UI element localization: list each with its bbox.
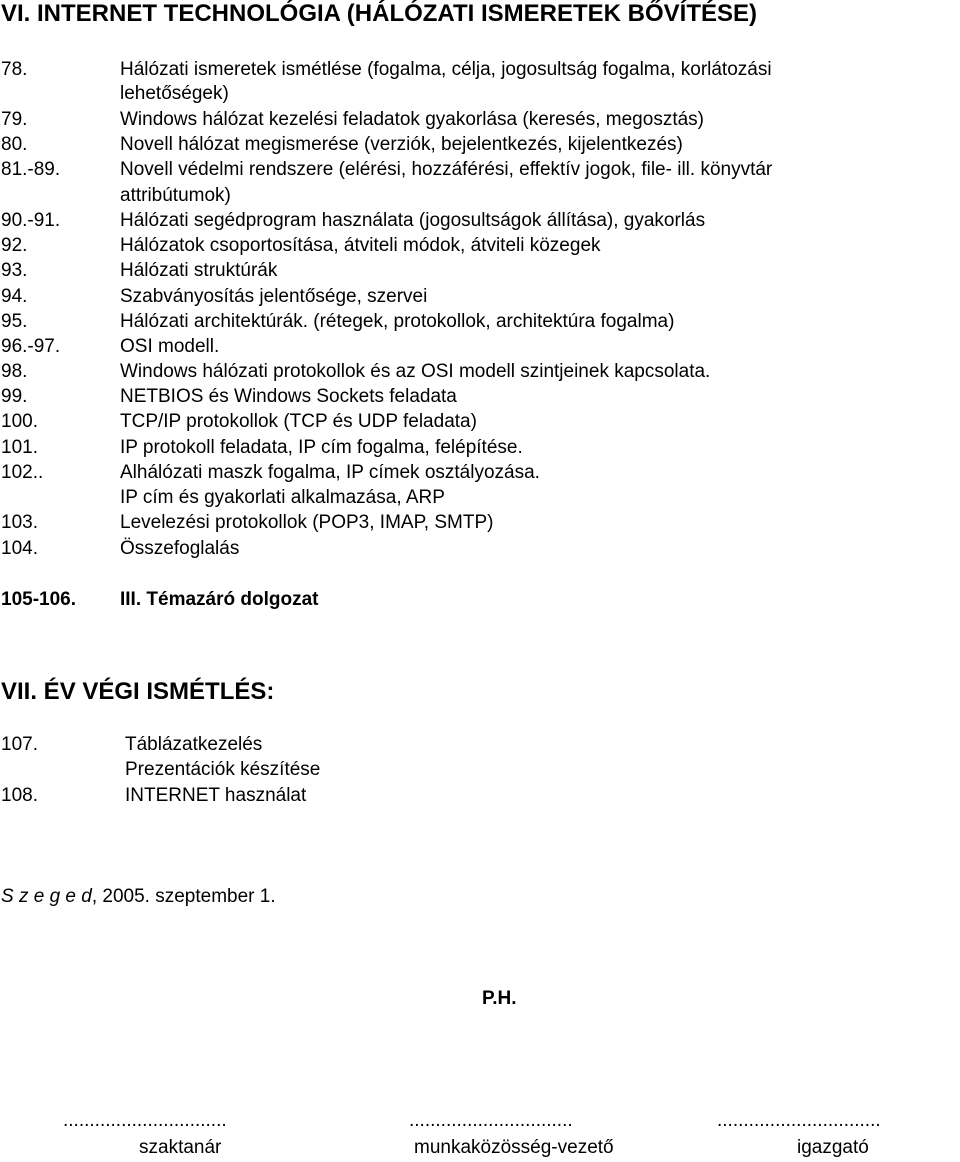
signature-role-principal: igazgató: [797, 1137, 869, 1158]
item-number: 98.: [1, 361, 28, 382]
item-text: Hálózatok csoportosítása, átviteli módok, átviteli közegek: [120, 235, 601, 256]
item-text: IP cím és gyakorlati alkalmazása, ARP: [120, 487, 445, 508]
item-text: Hálózati ismeretek ismétlése (fogalma, célja, jogosultság fogalma, korlátozási: [120, 59, 772, 80]
item-text: Hálózati segédprogram használata (jogosultságok állítása), gyakorlás: [120, 210, 706, 231]
item-text: Novell hálózat megismerése (verziók, bejelentkezés, kijelentkezés): [120, 134, 683, 155]
item-number: 92.: [1, 235, 28, 256]
item-number: 95.: [1, 311, 28, 332]
date: , 2005. szeptember 1.: [91, 886, 276, 907]
item-text: Hálózati architektúrák. (rétegek, protokollok, architektúra fogalma): [120, 311, 675, 332]
item-text: Hálózati struktúrák: [120, 260, 278, 281]
item-number: 108.: [1, 785, 38, 806]
item-text: Összefoglalás: [120, 538, 240, 559]
item-text: Alhálózati maszk fogalma, IP címek osztályozása.: [120, 462, 540, 483]
signature-role-teacher: szaktanár: [139, 1137, 222, 1158]
section-title: VI. INTERNET TECHNOLÓGIA (HÁLÓZATI ISMERETEK BŐVÍTÉSE): [1, 0, 758, 27]
item-text: NETBIOS és Windows Sockets feladata: [120, 386, 457, 407]
exam-number: 105-106.: [1, 589, 77, 610]
item-text: OSI modell.: [120, 336, 220, 357]
item-number: 101.: [1, 437, 38, 458]
item-text: Levelezési protokollok (POP3, IMAP, SMTP): [120, 512, 494, 533]
item-number: 99.: [1, 386, 28, 407]
item-number: 104.: [1, 538, 38, 559]
item-text: Szabványosítás jelentősége, szervei: [120, 286, 428, 307]
signature-line: ...............................: [409, 1110, 573, 1131]
signature-line: ...............................: [717, 1110, 881, 1131]
item-text: Windows hálózat kezelési feladatok gyakorlása (keresés, megosztás): [120, 109, 704, 130]
place-date: [1, 885, 276, 908]
item-number: 93.: [1, 260, 28, 281]
stamp-label: P.H.: [482, 988, 517, 1009]
item-text: INTERNET használat: [125, 785, 307, 806]
item-number: 107.: [1, 734, 38, 755]
item-number: 81.-89.: [1, 159, 61, 180]
item-number: 102..: [1, 462, 44, 483]
item-text: Prezentációk készítése: [125, 759, 321, 780]
item-number: 80.: [1, 134, 28, 155]
item-number: 90.-91.: [1, 210, 61, 231]
item-text: IP protokoll feladata, IP cím fogalma, felépítése.: [120, 437, 523, 458]
item-text: TCP/IP protokollok (TCP és UDP feladata): [120, 411, 477, 432]
exam-text: III. Témazáró dolgozat: [120, 589, 319, 610]
city: S z e g e d: [1, 886, 92, 907]
item-text: lehetőségek): [120, 83, 229, 104]
item-number: 96.-97.: [1, 336, 61, 357]
item-text: Novell védelmi rendszere (elérési, hozzáférési, effektív jogok, file- ill. könyvtár: [120, 159, 773, 180]
item-number: 94.: [1, 286, 28, 307]
item-number: 103.: [1, 512, 38, 533]
item-text: Táblázatkezelés: [125, 734, 263, 755]
signature-line: ...............................: [63, 1110, 227, 1131]
item-number: 100.: [1, 411, 38, 432]
section-title: VII. ÉV VÉGI ISMÉTLÉS:: [1, 678, 275, 705]
item-text: attribútumok): [120, 185, 231, 206]
item-text: Windows hálózati protokollok és az OSI modell szintjeinek kapcsolata.: [120, 361, 711, 382]
item-number: 79.: [1, 109, 28, 130]
item-number: 78.: [1, 59, 28, 80]
signature-role-department-head: munkaközösség-vezető: [414, 1137, 614, 1158]
